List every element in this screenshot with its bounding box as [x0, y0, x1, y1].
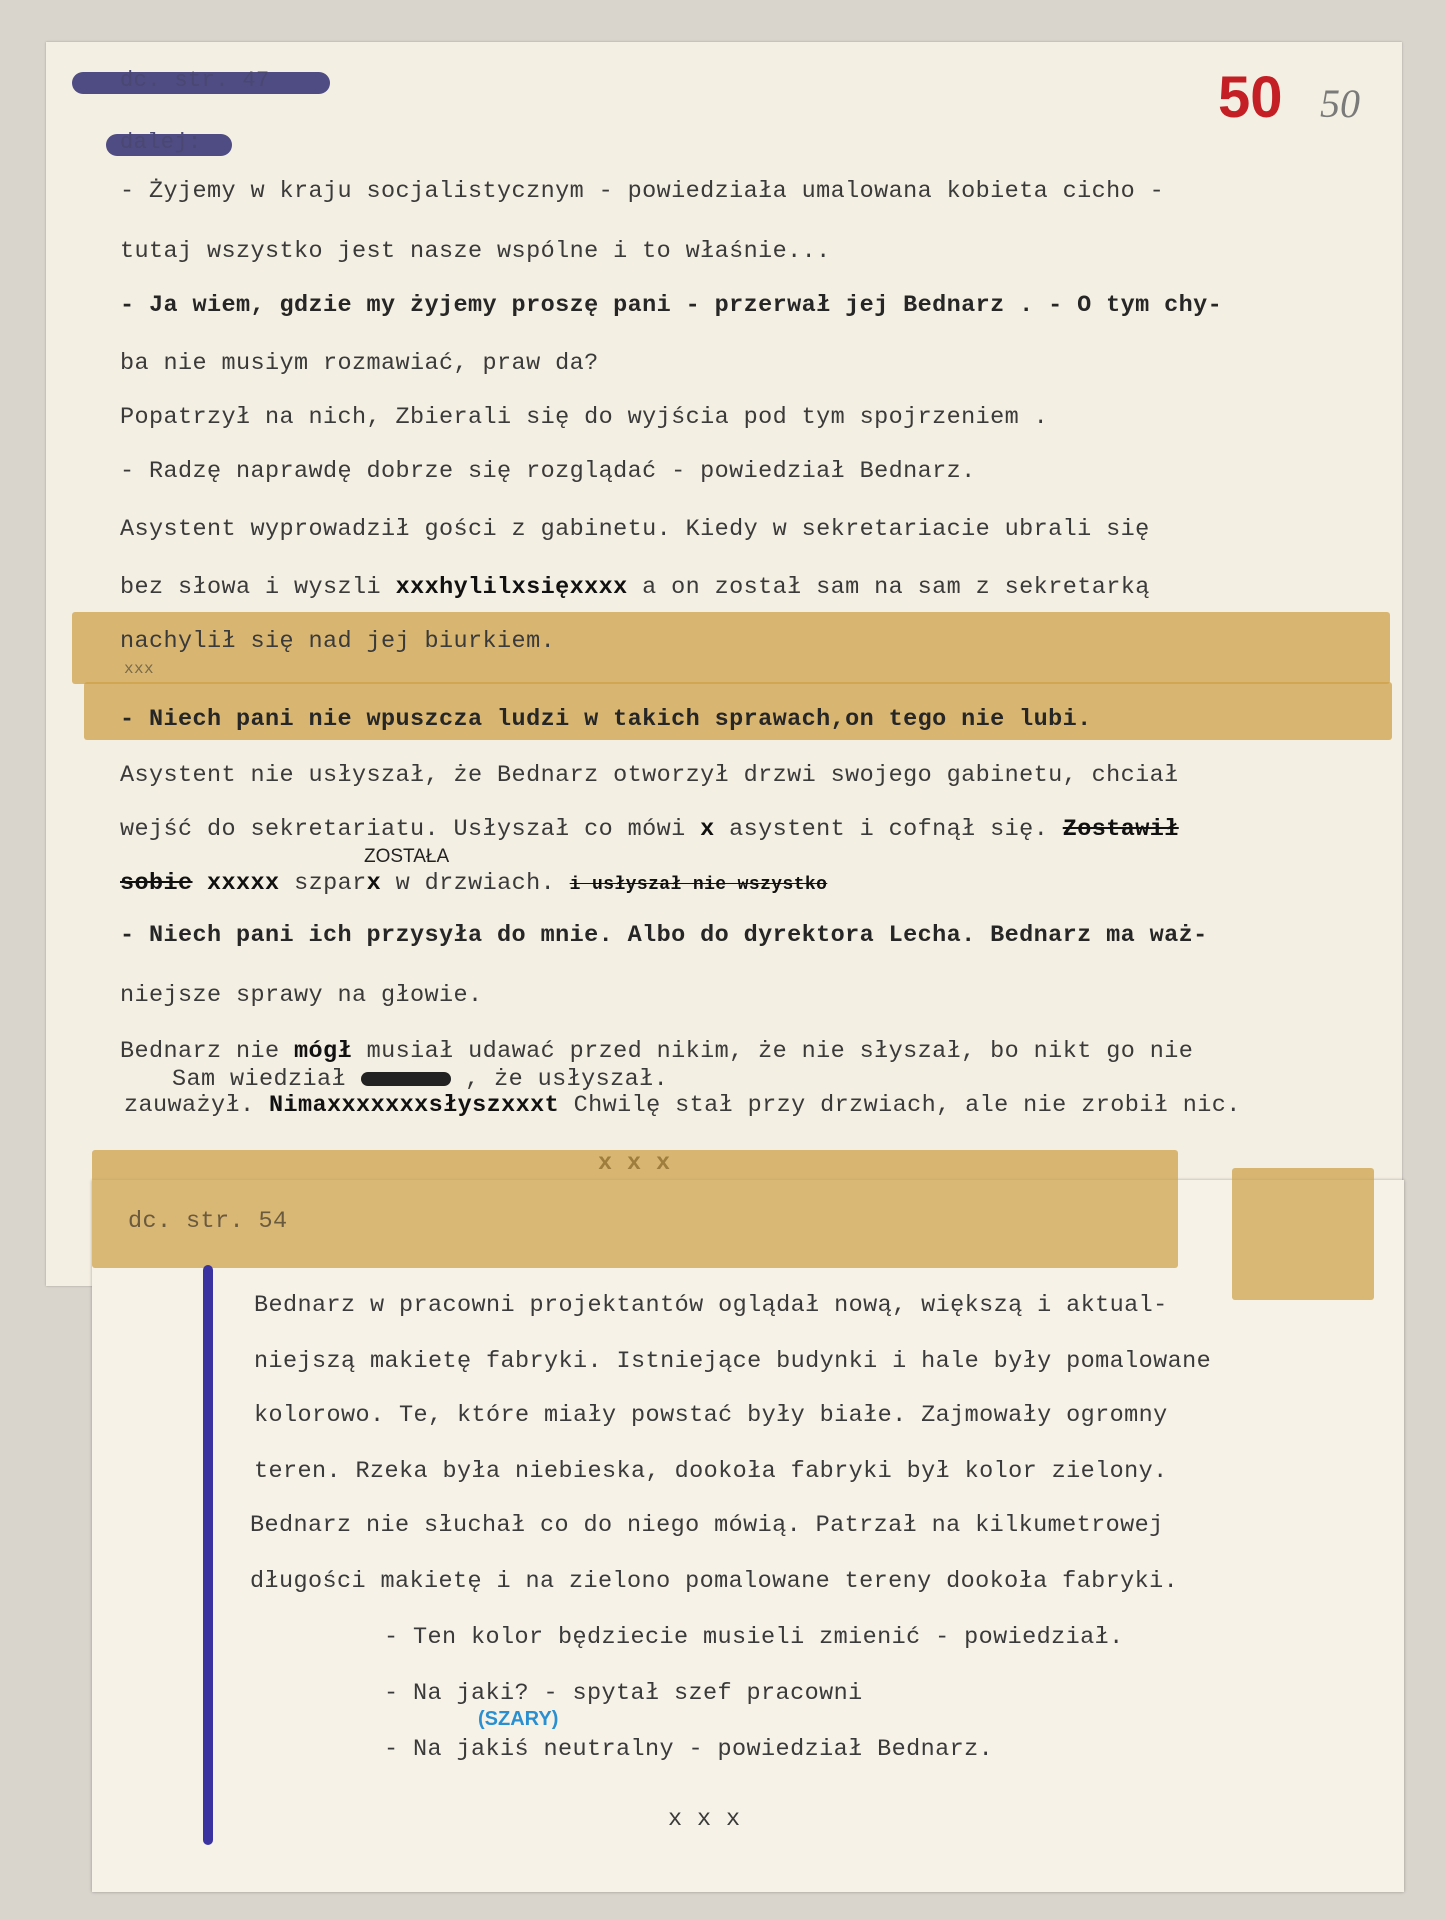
margin-marker-line: [203, 1265, 213, 1845]
bottom-line-7: - Ten kolor będziecie musieli zmienić - powiedział.: [384, 1624, 1124, 1651]
text-line-1: - Żyjemy w kraju socjalistycznym - powiedziała umalowana kobieta cicho -: [120, 178, 1165, 205]
handwritten-strike: i usłyszał nie wszystko: [569, 875, 828, 895]
text-line-2: tutaj wszystko jest nasze wspólne i to właśnie...: [120, 238, 831, 265]
typed-xout: xxxhylilxsięxxxx: [395, 574, 628, 601]
text-line-6: - Radzę naprawdę dobrze się rozglądać - powiedział Bednarz.: [120, 458, 976, 485]
typed-xout: mógł: [294, 1038, 353, 1065]
typed-xout: Nimaxxxxxxxsłyszxxxt: [269, 1092, 560, 1119]
tape-ghost-text: xxx: [124, 660, 155, 678]
handwritten-correction-blue: (SZARY): [478, 1708, 559, 1730]
text-line-14: - Niech pani ich przysyła do mnie. Albo do dyrektora Lecha. Bednarz ma waż-: [120, 922, 1208, 949]
bottom-line-4: teren. Rzeka była niebieska, dookoła fabryki był kolor zielony.: [254, 1458, 1168, 1485]
insert-ze-uslyszal: , że usłyszał.: [465, 1066, 669, 1093]
bottom-line-2: niejszą makietę fabryki. Istniejące budynki i hale były pomalowane: [254, 1348, 1212, 1375]
header-crossed-next: dalej:: [120, 130, 202, 155]
header-crossed-ref: dc. str. 47: [120, 68, 270, 93]
text-line-8-rest: a on został sam na sam z sekretarką: [642, 574, 1150, 601]
text-line-17-start: zauważył.: [124, 1092, 255, 1119]
bottom-line-6: długości makietę i na zielono pomalowane tereny dookoła fabryki.: [250, 1568, 1179, 1595]
handwritten-correction: ZOSTAŁA: [364, 846, 450, 867]
text-line-8-start: bez słowa i wyszli: [120, 574, 382, 601]
insert-sam-wiedzial: Sam wiedział: [172, 1066, 347, 1093]
page-number-stamp: 50: [1218, 65, 1283, 130]
text-line-10: - Niech pani nie wpuszcza ludzi w takich sprawach,on tego nie lubi.: [120, 706, 1092, 733]
text-line-13-rest: w drzwiach.: [395, 870, 556, 897]
handwritten-insert: [172, 1066, 668, 1093]
typed-xout: x: [700, 816, 715, 843]
text-line-13-start: szpar: [294, 870, 367, 897]
text-line-7: Asystent wyprowadził gości z gabinetu. Kiedy w sekretariacie ubrali się: [120, 516, 1150, 543]
bottom-line-3: kolorowo. Te, które miały powstać były białe. Zajmowały ogromny: [254, 1402, 1168, 1429]
text-line-8: [120, 574, 1150, 601]
text-line-15: niejsze sprawy na głowie.: [120, 982, 483, 1009]
text-line-16: [120, 1038, 1193, 1065]
page-number-pencil: 50: [1320, 81, 1360, 126]
text-line-11: Asystent nie usłyszał, że Bednarz otworzył drzwi swojego gabinetu, chciał: [120, 762, 1179, 789]
text-line-4: ba nie musiym rozmawiać, praw da?: [120, 350, 599, 377]
text-line-16-rest: musiał udawać przed nikim, że nie słyszał, bo nikt go nie: [366, 1038, 1194, 1065]
text-line-16-start: Bednarz nie: [120, 1038, 280, 1065]
handwritten-strike: sobie: [120, 870, 193, 897]
text-line-17: [124, 1092, 1241, 1119]
text-line-5: Popatrzył na nich, Zbierali się do wyjścia pod tym spojrzeniem .: [120, 404, 1049, 431]
bottom-line-8: - Na jaki? - spytał szef pracowni: [384, 1680, 863, 1707]
text-line-9: nachylił się nad jej biurkiem.: [120, 628, 556, 655]
bottom-line-1: Bednarz w pracowni projektantów oglądał nową, większą i aktual-: [254, 1292, 1168, 1319]
bottom-line-9: - Na jakiś neutralny - powiedział Bednarz.: [384, 1736, 994, 1763]
text-line-12-start: wejść do sekretariatu. Usłyszał co mówi: [120, 816, 686, 843]
bottom-ref: dc. str. 54: [128, 1208, 288, 1235]
text-line-12-rest: asystent i cofnął się.: [729, 816, 1049, 843]
typed-xout: xxxxx: [207, 870, 280, 897]
handwritten-strike: Zostawił: [1062, 816, 1179, 843]
typed-xout: x: [366, 870, 382, 897]
text-line-3: - Ja wiem, gdzie my żyjemy proszę pani - przerwał jej Bednarz . - O tym chy-: [120, 292, 1223, 319]
scribble-mark: [361, 1072, 451, 1086]
text-line-17-rest: Chwilę stał przy drzwiach, ale nie zrobił nic.: [573, 1092, 1241, 1119]
adhesive-tape-piece: [1232, 1168, 1374, 1300]
text-line-12: [120, 816, 1179, 843]
section-separator-bottom: x x x: [668, 1806, 741, 1833]
bottom-line-5: Bednarz nie słuchał co do niego mówią. Patrzał na kilkumetrowej: [250, 1512, 1164, 1539]
text-line-13: [120, 870, 827, 897]
